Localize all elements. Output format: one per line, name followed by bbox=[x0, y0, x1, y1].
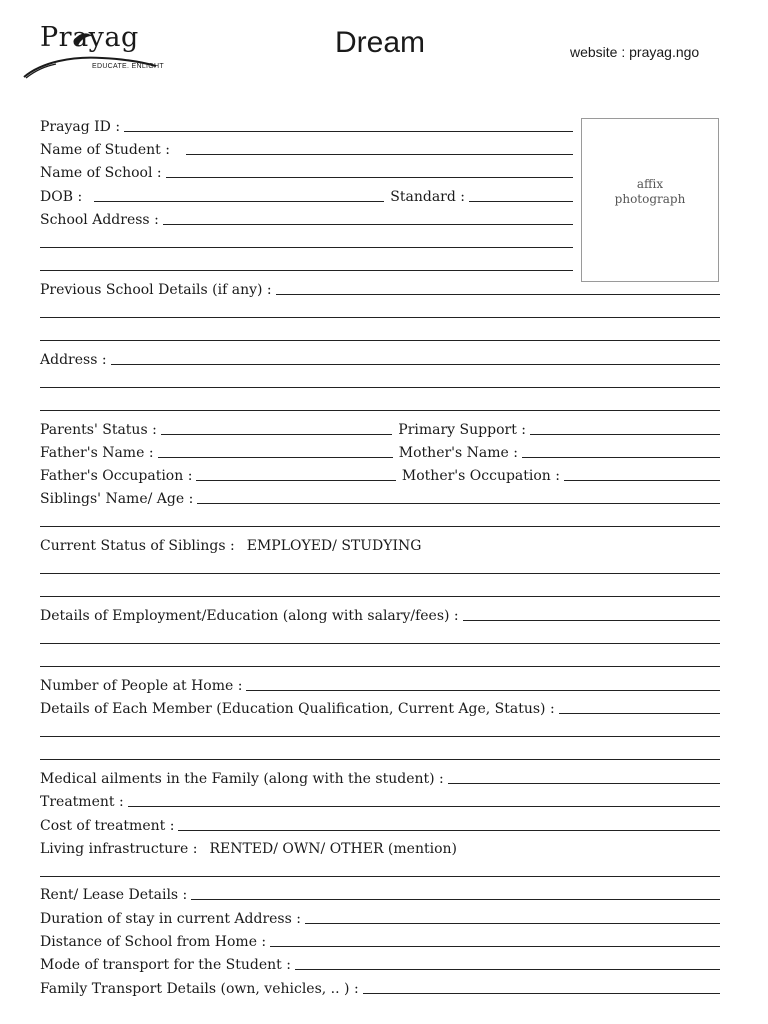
field-label: Details of Employment/Education (along with salary/fees) : bbox=[40, 608, 459, 624]
field-school-distance[interactable] bbox=[40, 930, 720, 950]
fill-line[interactable] bbox=[40, 666, 720, 667]
field-label: Standard : bbox=[390, 189, 465, 205]
field-medical[interactable] bbox=[40, 767, 720, 787]
field-treatment[interactable] bbox=[40, 790, 720, 810]
fill-line[interactable] bbox=[40, 573, 720, 574]
fill-line[interactable] bbox=[522, 457, 720, 458]
fill-line[interactable] bbox=[305, 923, 720, 924]
field-prayag-id[interactable] bbox=[40, 115, 573, 135]
field-stay-duration[interactable] bbox=[40, 907, 720, 927]
field-label: Father's Name : bbox=[40, 445, 154, 461]
field-label: School Address : bbox=[40, 212, 159, 228]
fill-line[interactable] bbox=[564, 480, 720, 481]
fill-line[interactable] bbox=[469, 201, 573, 202]
fill-line[interactable] bbox=[448, 783, 720, 784]
field-label: Prayag ID : bbox=[40, 119, 121, 135]
fill-line[interactable] bbox=[463, 620, 720, 621]
logo-wordmark: Prayag bbox=[40, 22, 139, 53]
field-label: Living infrastructure : bbox=[40, 841, 198, 857]
field-label: Number of People at Home : bbox=[40, 678, 243, 694]
field-school-address[interactable] bbox=[40, 208, 573, 228]
fill-line[interactable] bbox=[40, 410, 720, 411]
fill-line[interactable] bbox=[186, 154, 573, 155]
field-label: Name of School : bbox=[40, 165, 162, 181]
field-people-at-home[interactable] bbox=[40, 674, 720, 694]
logo-tagline: EDUCATE. ENLIGHT bbox=[92, 63, 164, 70]
fill-line[interactable] bbox=[40, 247, 573, 248]
fill-line[interactable] bbox=[94, 201, 384, 202]
photo-caption bbox=[582, 177, 718, 207]
field-label: Distance of School from Home : bbox=[40, 934, 267, 950]
fill-line[interactable] bbox=[40, 340, 720, 341]
field-family-transport[interactable] bbox=[40, 977, 720, 997]
field-label: Cost of treatment : bbox=[40, 818, 175, 834]
fill-line[interactable] bbox=[276, 294, 720, 295]
field-label: Family Transport Details (own, vehicles, .. ) : bbox=[40, 981, 359, 997]
field-label: Father's Occupation : bbox=[40, 468, 193, 484]
fill-line[interactable] bbox=[363, 993, 720, 994]
field-label: Primary Support : bbox=[398, 422, 526, 438]
fill-line[interactable] bbox=[158, 457, 393, 458]
field-previous-school[interactable] bbox=[40, 278, 720, 298]
fill-line[interactable] bbox=[128, 806, 720, 807]
field-label: Duration of stay in current Address : bbox=[40, 911, 301, 927]
field-label: Medical ailments in the Family (along with the student) : bbox=[40, 771, 444, 787]
fill-line[interactable] bbox=[161, 434, 392, 435]
field-member-details[interactable] bbox=[40, 697, 720, 717]
field-siblings-status bbox=[40, 534, 720, 554]
siblings-status-options[interactable]: EMPLOYED/ STUDYING bbox=[246, 538, 422, 554]
fill-line[interactable] bbox=[295, 969, 720, 970]
fill-line[interactable] bbox=[197, 503, 720, 504]
field-school-name[interactable] bbox=[40, 161, 573, 181]
field-label: Siblings' Name/ Age : bbox=[40, 491, 194, 507]
fill-line[interactable] bbox=[40, 876, 720, 877]
field-address[interactable] bbox=[40, 348, 720, 368]
field-student-name[interactable] bbox=[40, 138, 573, 158]
field-rent[interactable] bbox=[40, 883, 720, 903]
fill-line[interactable] bbox=[270, 946, 720, 947]
field-living bbox=[40, 837, 720, 857]
fill-line[interactable] bbox=[178, 830, 720, 831]
fill-line[interactable] bbox=[40, 317, 720, 318]
field-dob-standard[interactable] bbox=[40, 185, 573, 205]
fill-line[interactable] bbox=[40, 736, 720, 737]
fill-line[interactable] bbox=[111, 364, 720, 365]
website-label: website : prayag.ngo bbox=[570, 44, 700, 60]
field-parents-status[interactable] bbox=[40, 418, 720, 438]
field-label: DOB : bbox=[40, 189, 83, 205]
fill-line[interactable] bbox=[246, 690, 720, 691]
field-label: Address : bbox=[40, 352, 107, 368]
fill-line[interactable] bbox=[40, 526, 720, 527]
fill-line[interactable] bbox=[40, 596, 720, 597]
photo-placeholder bbox=[581, 118, 719, 282]
fill-line[interactable] bbox=[166, 177, 573, 178]
field-label: Current Status of Siblings : bbox=[40, 538, 235, 554]
field-treatment-cost[interactable] bbox=[40, 814, 720, 834]
fill-line[interactable] bbox=[124, 131, 573, 132]
field-label: Treatment : bbox=[40, 794, 124, 810]
field-label: Previous School Details (if any) : bbox=[40, 282, 272, 298]
field-label: Mother's Name : bbox=[398, 445, 518, 461]
fill-line[interactable] bbox=[191, 899, 720, 900]
photo-caption-line1: affix bbox=[636, 177, 664, 191]
form-title: Dream bbox=[335, 26, 426, 59]
fill-line[interactable] bbox=[40, 643, 720, 644]
fill-line[interactable] bbox=[40, 387, 720, 388]
living-options[interactable]: RENTED/ OWN/ OTHER (mention) bbox=[209, 841, 457, 857]
field-label: Rent/ Lease Details : bbox=[40, 887, 188, 903]
fill-line[interactable] bbox=[530, 434, 720, 435]
field-student-transport[interactable] bbox=[40, 953, 720, 973]
field-parent-occupations[interactable] bbox=[40, 464, 720, 484]
fill-line[interactable] bbox=[196, 480, 396, 481]
fill-line[interactable] bbox=[559, 713, 720, 714]
field-label: Details of Each Member (Education Qualification, Current Age, Status) : bbox=[40, 701, 555, 717]
field-label: Name of Student : bbox=[40, 142, 170, 158]
fill-line[interactable] bbox=[40, 270, 573, 271]
field-employment-details[interactable] bbox=[40, 604, 720, 624]
field-label: Mother's Occupation : bbox=[401, 468, 560, 484]
field-label: Mode of transport for the Student : bbox=[40, 957, 291, 973]
fill-line[interactable] bbox=[40, 759, 720, 760]
photo-caption-line2: photograph bbox=[614, 192, 686, 206]
fill-line[interactable] bbox=[163, 224, 573, 225]
field-siblings[interactable] bbox=[40, 487, 720, 507]
field-label: Parents' Status : bbox=[40, 422, 157, 438]
field-parent-names[interactable] bbox=[40, 441, 720, 461]
